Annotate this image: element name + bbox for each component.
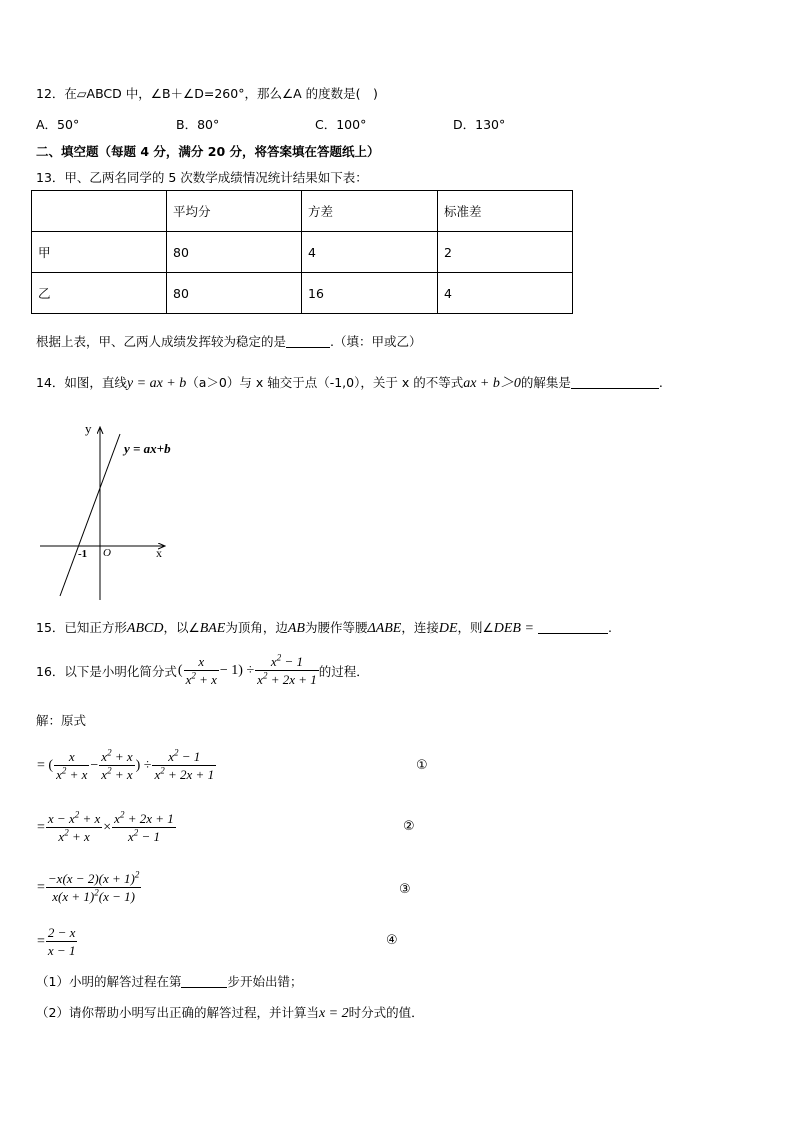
table-cell: 16 <box>302 273 438 314</box>
q16-stem: 16．以下是小明化简分式 ( $\frac{x}{x^2 + x}$ − 1) ÷ $\frac{x^2 - 1}{x^2 + 2x + 1}$ 的过程． <box>36 652 369 687</box>
q16-part1 <box>36 972 302 990</box>
table-header-cell: 平均分 <box>167 191 302 232</box>
q15-mid5: ，则∠ <box>457 620 494 635</box>
answer-blank[interactable] <box>181 974 227 988</box>
q15-mid3: 为腰作等腰 <box>304 620 368 635</box>
q12-option-c: C．100° <box>315 117 367 132</box>
q15-mid2: 为顶角，边 <box>225 620 288 635</box>
solution-step-4: = $\frac{2 - x}{x - 1}$ <box>37 925 76 958</box>
q15-end: . <box>607 620 612 635</box>
line-label: y = ax+b <box>124 441 171 456</box>
q15-bae: BAE <box>199 621 226 636</box>
q15-ab: AB <box>287 621 305 636</box>
neg-one-label: -1 <box>78 548 88 560</box>
q14-graph <box>36 420 176 605</box>
table-header-row <box>32 191 573 232</box>
q13-answer-line <box>36 332 422 350</box>
q16-pre: 16．以下是小明化简分式 <box>36 663 177 679</box>
table-header-cell: 标准差 <box>438 191 573 232</box>
table-cell: 4 <box>302 232 438 273</box>
q14-inequality: ax + b＞0 <box>463 376 521 391</box>
solution-label: 解：原式 <box>36 713 87 728</box>
q16-part1-post: 步开始出错； <box>227 974 303 989</box>
answer-blank[interactable] <box>571 375 659 389</box>
q12-stem: 12．在▱ABCD 中，∠B＋∠D=260°，那么∠A 的度数是( ) <box>36 86 378 101</box>
table-cell: 4 <box>438 273 573 314</box>
q12-option-b: B．80° <box>176 117 220 132</box>
q13-stem: 13．甲、乙两名同学的 5 次数学成绩情况统计结果如下表： <box>36 170 368 185</box>
q15-triangle: ΔABE <box>367 621 402 636</box>
expr-fraction: $\frac{x^2 - 1}{x^2 + 2x + 1}$ <box>257 652 317 687</box>
q14-condition: （a＞0） <box>186 375 240 390</box>
expr-fraction: $\frac{x}{x^2 + x}$ <box>185 654 217 687</box>
table-cell: 甲 <box>32 232 167 273</box>
q14-stem <box>36 372 663 392</box>
q16-part1-pre: （1）小明的解答过程在第 <box>36 974 182 989</box>
q15-pre: 15．已知正方形 <box>36 620 127 635</box>
q15-abcd: ABCD <box>126 621 164 636</box>
x-axis-label: x <box>156 546 162 560</box>
q15-mid4: ，连接 <box>401 620 439 635</box>
q12-option-d: D．130° <box>453 117 506 132</box>
step-marker: ① <box>416 758 428 773</box>
table-row <box>32 273 573 314</box>
q14-mid: 与 x 轴交于点（-1,0），关于 x 的不等式 <box>239 375 464 390</box>
table-row <box>32 232 573 273</box>
table-cell: 2 <box>438 232 573 273</box>
y-axis-label: y <box>85 421 92 436</box>
q16-part2-pre: （2）请你帮助小明写出正确的解答过程，并计算当 <box>36 1005 319 1020</box>
origin-label: O <box>103 547 111 559</box>
q12-option-a: A．50° <box>36 117 80 132</box>
solution-step-1: = ( $\frac{x}{x^2 + x}$ − $\frac{x^2 + x}{x^2 + x}$ ) ÷ $\frac{x^2 - 1}{x^2 + 2x + 1}$ <box>37 747 215 782</box>
stats-table <box>31 190 573 314</box>
section-title: 二、填空题（每题 4 分，满分 20 分，将答案填在答题纸上） <box>36 144 380 159</box>
q15-stem <box>36 618 612 637</box>
q14-end: . <box>658 375 663 390</box>
q13-answer-pre: 根据上表，甲、乙两人成绩发挥较为稳定的是 <box>36 334 287 349</box>
q14-tail: 的解集是 <box>520 375 571 390</box>
step-marker: ④ <box>386 933 398 948</box>
graph-line <box>60 434 120 596</box>
q13-answer-post: .（填：甲或乙） <box>330 334 422 349</box>
q16-part2-eq: x = 2 <box>318 1006 349 1021</box>
table-cell: 乙 <box>32 273 167 314</box>
q15-deb: DEB = <box>493 621 534 636</box>
answer-blank[interactable] <box>538 620 608 634</box>
step-marker: ③ <box>399 882 411 897</box>
q16-post: 的过程． <box>318 663 369 679</box>
table-header-cell: 方差 <box>302 191 438 232</box>
answer-blank[interactable] <box>286 334 330 348</box>
table-cell: 80 <box>167 273 302 314</box>
table-cell: 80 <box>167 232 302 273</box>
q16-part2 <box>36 1003 424 1022</box>
q15-de: DE <box>438 621 458 636</box>
q14-num: 14．如图，直线 <box>36 375 127 390</box>
q15-mid1: ，以∠ <box>163 620 200 635</box>
step-marker: ② <box>403 819 415 834</box>
solution-step-2: = $\frac{x - x^2 + x}{x^2 + x}$ × $\frac{x^2 + 2x + 1}{x^2 - 1}$ <box>37 809 174 844</box>
solution-step-3: = $\frac{-x(x - 2)(x + 1)^2}{x(x + 1)^2(x - 1)}$ <box>37 869 140 904</box>
table-header-cell <box>32 191 167 232</box>
q16-part2-post: 时分式的值． <box>348 1005 424 1020</box>
q14-equation: y = ax + b <box>126 376 187 391</box>
